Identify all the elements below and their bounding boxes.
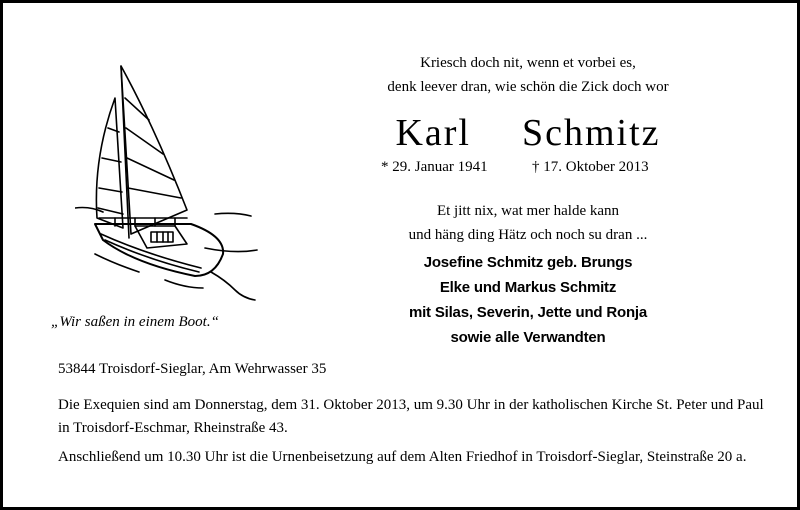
verse-line: denk leever dran, wie schön die Zick doch wor	[387, 79, 669, 95]
mourners-list	[343, 250, 713, 350]
death-date: † 17. Oktober 2013	[532, 159, 649, 175]
birth-date: * 29. Januar 1941	[381, 159, 488, 175]
family-address: 53844 Troisdorf-Sieglar, Am Wehrwasser 35	[58, 361, 327, 377]
service-line: Die Exequien sind am Donnerstag, dem 31. Oktober 2013, um 9.30 Uhr in der katholischen Kirche St. Peter und Paul	[58, 397, 764, 413]
image-caption: „Wir saßen in einem Boot.“	[51, 314, 219, 330]
verse-line: Kriesch doch nit, wenn et vorbei es,	[420, 55, 636, 71]
funeral-service-info	[58, 394, 778, 440]
burial-info: Anschließend um 10.30 Uhr ist die Urnenbeisetzung auf dem Alten Friedhof in Troisdorf-Sieglar, Steinstraße 20 a.	[58, 449, 747, 465]
opening-verse	[343, 51, 713, 99]
deceased-name: Karl Schmitz	[395, 112, 661, 154]
mourner-line: sowie alle Verwandten	[450, 329, 606, 346]
mourner-line: mit Silas, Severin, Jette und Ronja	[408, 304, 648, 321]
mourner-line: Elke und Markus Schmitz	[439, 279, 617, 296]
middle-verse	[343, 199, 713, 247]
sailboat-illustration	[75, 58, 265, 308]
verse-line: Et jitt nix, wat mer halde kann	[436, 203, 620, 219]
service-line: in Troisdorf-Eschmar, Rheinstraße 43.	[58, 420, 288, 436]
mourner-line: Josefine Schmitz geb. Brungs	[423, 254, 633, 271]
verse-line: und häng ding Hätz och noch su dran ...	[408, 227, 648, 243]
